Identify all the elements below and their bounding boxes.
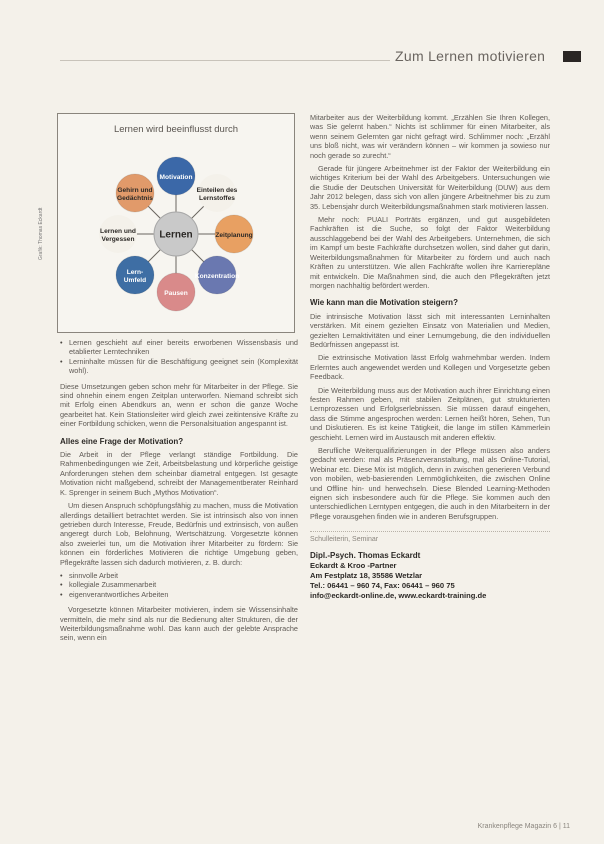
diagram-node-label: Lernen und [100, 228, 136, 235]
bullet-list-top [60, 338, 298, 376]
list-item: • Lerninhalte müssen für die Beschäftigung geeignet sein (Komplexität wohl). [60, 357, 298, 376]
diagram-node-label: Konzentration [194, 273, 240, 281]
source-note: Schulleiterin, Seminar [310, 531, 550, 543]
paragraph: Die extrinsische Motivation lässt Erfolg wahrnehmbar werden. Indem Erlerntes auch angewendet werden und Kollegen und Vorgesetzte geben Feedback. [310, 353, 550, 382]
footer-page-info: Krankenpflege Magazin 6 | 11 [477, 823, 570, 830]
figure-credit: Grafik: Thomas Eckardt [38, 207, 44, 260]
diagram-node-label: Vergessen [101, 236, 135, 243]
contact-block [310, 551, 550, 601]
paragraph: Diese Umsetzungen geben schon mehr für Mitarbeiter in der Pflege. Sie sind ohnehin einem engen Zeitplan unterworfen. Niemand schreibt sich mit Erfolg einen Abendkurs an, wenn er schon die ganze Woche gearbeitet hat. Kein Stationsleiter wird gleich zwei zeitintensive Kräfte zu einer Fortbildung schicken, wenn die Personalsituation angespannt ist. [60, 381, 298, 429]
paragraph: Mehr noch: PUALI Porträts ergänzen, und gut ausgebildeten Fachkräften ist die Suche, so folgt der Faktor Weiterbildung ausschlaggebend bei der Wahl des Arbeitgebers. Unternehmen, die sich im Kampf um beste Fachkräfte durchsetzen wollen, sind daher gut darin, Weiterbildungsmaßnahmen für Mitarbeiter zu fördern und auch nach Kräften zu unterstützen. Wie allen Fachkräfte wollen ihre Karrierepläne mit entwickeln. Die Maßnahmen sind, die auch den Pflegekräften jetzt morgen nachhaltig befördert werden. [310, 215, 550, 290]
contact-address: Am Festplatz 18, 35586 Wetzlar [310, 571, 423, 581]
paragraph: Um diesen Anspruch schöpfungsfähig zu machen, muss die Motivation allerdings detailliert betrachtet werden. Sie ist intrinsisch also von innen getrieben durch Interesse, Freude, Bedürfnis und extrinsisch, von außen angeregt durch Lob, Belohnung, Wertschätzung. Vorgesetzte können also zweierlei tun, um die Motivation ihrer Mitarbeiter zu fördern: Sie können ein förderliches Motivieren die richtige Umgebung geben, Pflegekräfte lassen sich dadurch motivieren, z. B. durch: [60, 501, 298, 567]
contact-phone: Tel.: 06441 – 960 74, Fax: 06441 – 960 75 [310, 581, 455, 591]
list-item: • Lernen geschieht auf einer bereits erworbenen Wissensbasis und etablierter Lerntechniken [60, 338, 298, 357]
diagram-node-label: Zeitplanung [215, 232, 253, 239]
header-title: Zum Lernen motivieren [395, 48, 546, 64]
diagram-node-label: Pausen [164, 290, 188, 297]
diagram-node-label: Gehirn und [117, 186, 153, 194]
contact-web: info@eckardt-online.de, www.eckardt-training.de [310, 591, 487, 601]
list-item: • kollegiale Zusammenarbeit [60, 580, 298, 589]
list-item: • sinnvolle Arbeit [60, 571, 298, 580]
paragraph: Die Arbeit in der Pflege verlangt ständige Fortbildung. Die Rahmenbedingungen wie Zeit, Arbeitsbelastung und körperliche geistige Anforderungen stehen dem scheinbar diametral entgegen. Ist gesagte Motivation nicht maßgebend, schreibt der Managementberater Reinhard K. Sprenger in seinem Buch „Mythos Motivation“. [60, 450, 298, 497]
left-column [60, 338, 298, 647]
diagram-node-label: Lernstoffes [199, 194, 235, 202]
paragraph: Berufliche Weiterqualifizierungen in der Pflege müssen also anders gedacht werden: mal als Präsenzveranstaltung, mal als Online-Tutorial, Webinar etc. Diese Mix ist möglich, denn in zwischen generieren Verbund von mobilen, web-basierenden Lernmöglichkeiten, die zwischen Online und Offline hin- und herwechseln. Diese Blended Learning-Methoden eignen sich insbesondere auch für die Pflege. Sie kommen auch den unterschiedlichen Lerntypen entgegen, die auch in den Mitarbeitern in der Pflege vorausgehen finden wie in anderen Berufsgruppen. [310, 446, 550, 521]
diagram-node-label: Lern- [126, 269, 144, 277]
paragraph: Mitarbeiter aus der Weiterbildung kommt. „Erzählen Sie Ihren Kollegen, was Sie gelernt haben.“ Nichts ist schlimmer für einen Mitarbeiter, als wenn seinem Gelernten gar nicht gefragt wird. Schlimmer noch: „Erzähl uns bloß nicht, was wir verändern können – wir kommen ja sowieso nur noch gerade so zurecht.“ [310, 113, 550, 160]
header-block [563, 51, 581, 62]
right-column [310, 113, 550, 601]
diagram-node-label: Motivation [159, 174, 193, 181]
paragraph: Gerade für jüngere Arbeitnehmer ist der Faktor der Weiterbildung ein wichtiges Kriterium bei der Wahl des Arbeitgebers. Untersuchungen wie die Studie der Deutschen Universität für Weiterbildung (DUW) aus dem Jahr 2012 belegen, dass sich von allen jüngere Arbeitnehmer bis zu zum 35. Lebensjahr durch Weiterbildungsmaßnahmen stark motivieren lassen. [310, 164, 550, 211]
bullet-list-bottom [60, 571, 298, 599]
section-heading: Alles eine Frage der Motivation? [60, 436, 184, 446]
learning-diagram [57, 113, 295, 333]
diagram-title: Lernen wird beeinflusst durch [113, 124, 239, 135]
paragraph: Vorgesetzte können Mitarbeiter motivieren, indem sie Wissensinhalte vermitteln, die mehr sind als nur die Bedienung alter Strukturen, die der Weiterbildungsmaßnahme wohl. Das kann auch der gelebte Ansprache sein, wenn ein [60, 605, 298, 643]
diagram-center-label: Lernen [159, 229, 193, 241]
diagram-node-label: Gedächtnis [117, 194, 153, 202]
diagram-node-label: Umfeld [123, 277, 147, 285]
paragraph: Die intrinsische Motivation lässt sich mit interessanten Lerninhalten verstärken. Mit einem gezielten Einsatz von Materialien und Medien, gezielten Lernaktivitäten und einer Lernumgebung, die den individuellen Bedürfnissen angepasst ist. [310, 311, 550, 349]
list-item: • eigenverantwortliches Arbeiten [60, 590, 298, 599]
diagram-node-label: Einteilen des [196, 186, 238, 194]
section-heading: Wie kann man die Motivation steigern? [310, 298, 458, 308]
header-rule [60, 60, 390, 61]
contact-name: Dipl.-Psych. Thomas Eckardt [310, 551, 421, 561]
paragraph: Die Weiterbildung muss aus der Motivation auch ihrer Einrichtung einen festen Rahmen geben, mit stabilen Zeitplänen, gut strukturierten Lernprozessen und Erfolgserlebnissen. Sie müssen darauf eingehen, dass die Stimme angesprochen werden: Lernen heißt hören, Sehen, Tun und Diskutieren. Es ist keine Tätigkeit, die lange im stillen Kämmerlein geschieht. Lernen wird im Austausch mit anderen effektiv. [310, 385, 550, 442]
contact-company: Eckardt & Kroo -Partner [310, 561, 397, 571]
diagram-svg [58, 114, 294, 332]
